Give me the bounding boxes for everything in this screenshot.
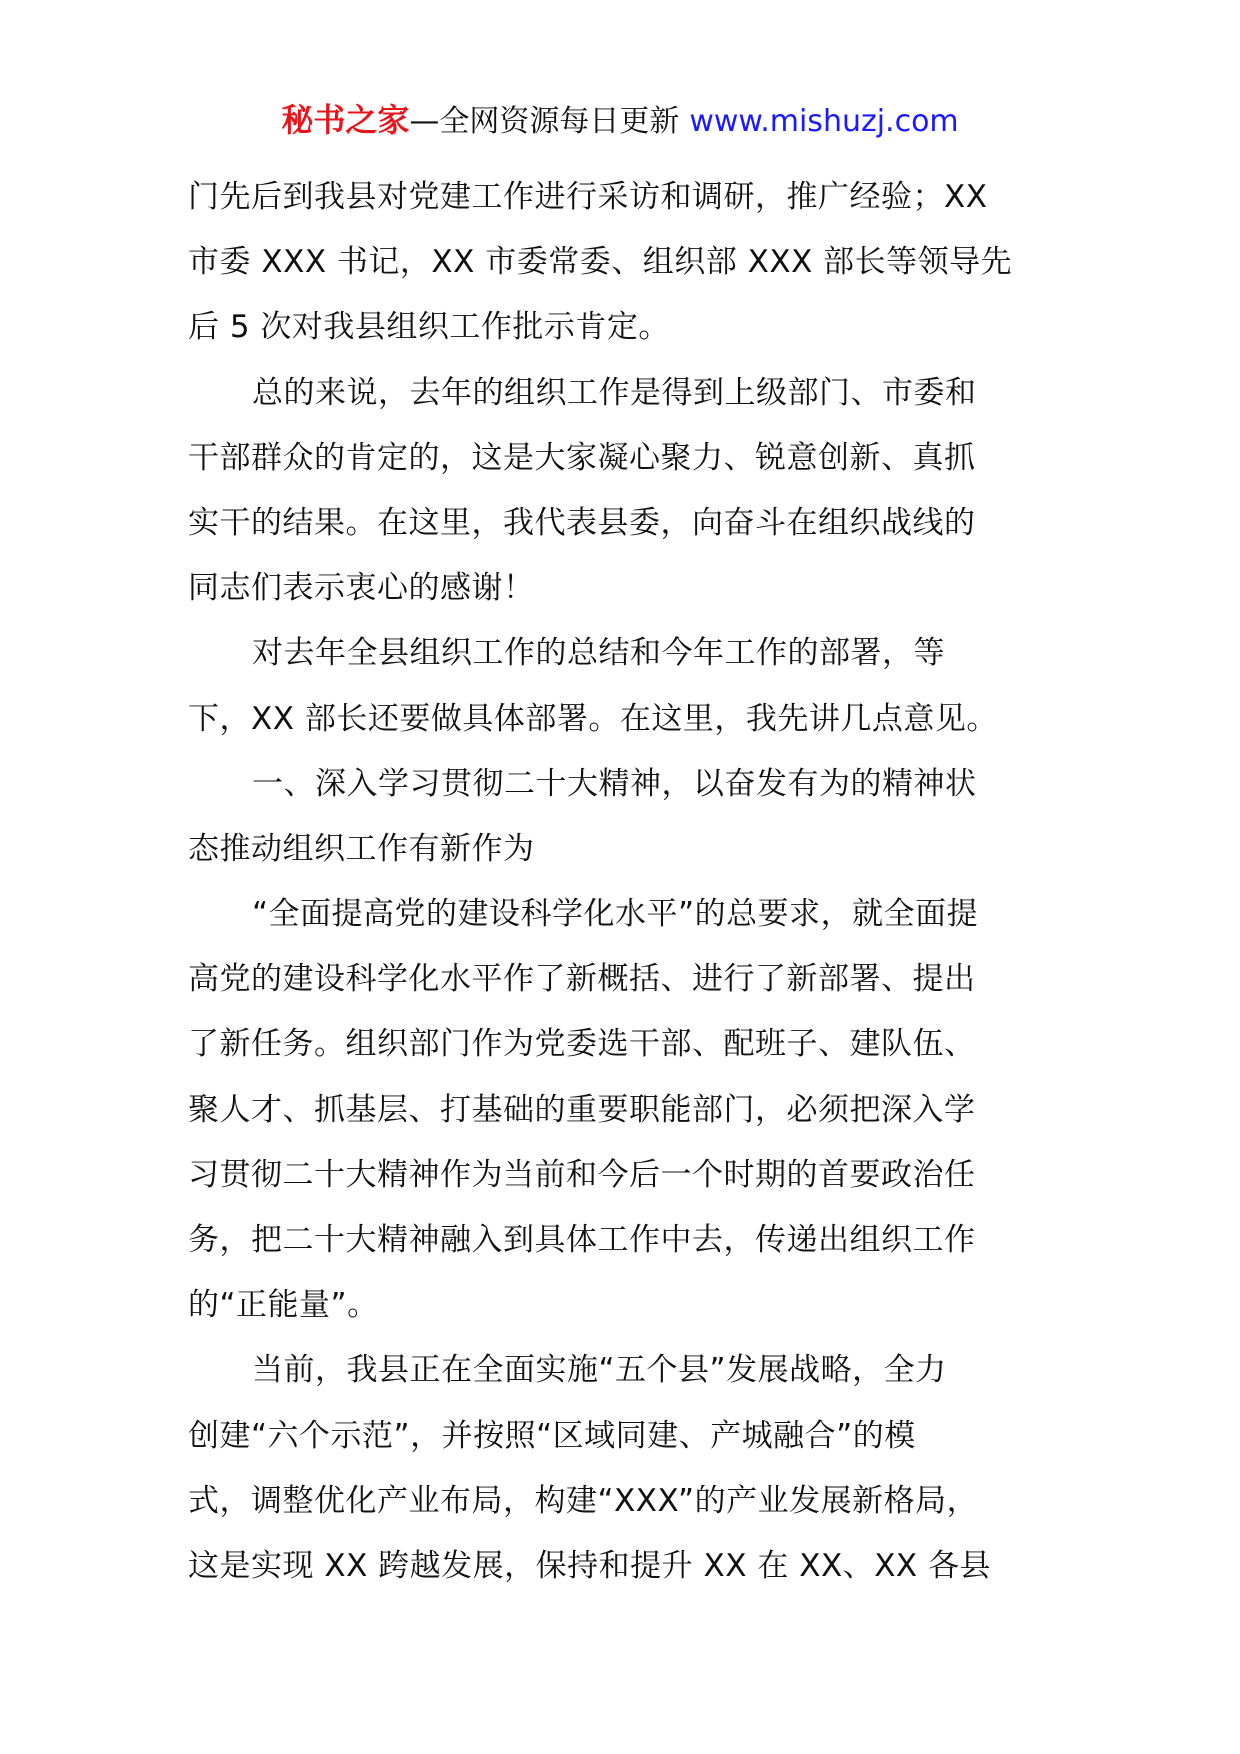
paragraph-6	[188, 1338, 1058, 1599]
text-line: 总的来说，去年的组织工作是得到上级部门、市委和	[252, 374, 977, 411]
heading-line: 一、深入学习贯彻二十大精神，以奋发有为的精神状	[252, 765, 977, 802]
text-line: 下，XX 部长还要做具体部署。在这里，我先讲几点意见。	[188, 700, 998, 737]
text-line: 聚人才、抓基层、打基础的重要职能部门，必须把深入学	[188, 1091, 976, 1128]
text-line: 后 5 次对我县组织工作批示肯定。	[188, 309, 670, 346]
text-line: 同志们表示衷心的感谢！	[188, 570, 535, 607]
text-line: 务，把二十大精神融入到具体工作中去，传递出组织工作	[188, 1222, 976, 1258]
section-heading-1	[188, 752, 1058, 882]
text-line: 实干的结果。在这里，我代表县委，向奋斗在组织战线的	[188, 504, 976, 541]
text-line: 的“正能量”。	[188, 1287, 379, 1324]
paragraph-5	[188, 882, 1058, 1338]
site-url-link[interactable]: www.mishuzj.com	[689, 104, 959, 139]
paragraph-3	[188, 621, 1058, 751]
heading-line: 态推动组织工作有新作为	[188, 830, 535, 867]
text-line: 这是实现 XX 跨越发展，保持和提升 XX 在 XX、XX 各县	[188, 1547, 992, 1584]
text-line: 门先后到我县对党建工作进行采访和调研，推广经验；XX	[188, 179, 988, 215]
document-body	[188, 165, 1058, 1599]
paragraph-2	[188, 361, 1058, 622]
page-header	[0, 100, 1240, 142]
header-tagline: —全网资源每日更新	[409, 104, 680, 139]
text-line: 了新任务。组织部门作为党委选干部、配班子、建队伍、	[188, 1026, 976, 1063]
text-line: 市委 XXX 书记，XX 市委常委、组织部 XXX 部长等领导先	[188, 244, 1013, 281]
paragraph-1	[188, 165, 1058, 361]
text-line: 式，调整优化产业布局，构建“XXX”的产业发展新格局，	[188, 1482, 979, 1519]
text-line: 习贯彻二十大精神作为当前和今后一个时期的首要政治任	[188, 1156, 976, 1193]
text-line: 高党的建设科学化水平作了新概括、进行了新部署、提出	[188, 961, 976, 998]
brand-name: 秘书之家	[281, 101, 410, 139]
text-line: 干部群众的肯定的，这是大家凝心聚力、锐意创新、真抓	[188, 439, 976, 476]
text-line: 当前，我县正在全面实施“五个县”发展战略，全力	[252, 1352, 947, 1389]
text-line: “全面提高党的建设科学化水平”的总要求，就全面提	[252, 896, 979, 933]
text-line: 创建“六个示范”，并按照“区域同建、产城融合”的模	[188, 1417, 916, 1454]
text-line: 对去年全县组织工作的总结和今年工作的部署，等	[252, 635, 945, 672]
